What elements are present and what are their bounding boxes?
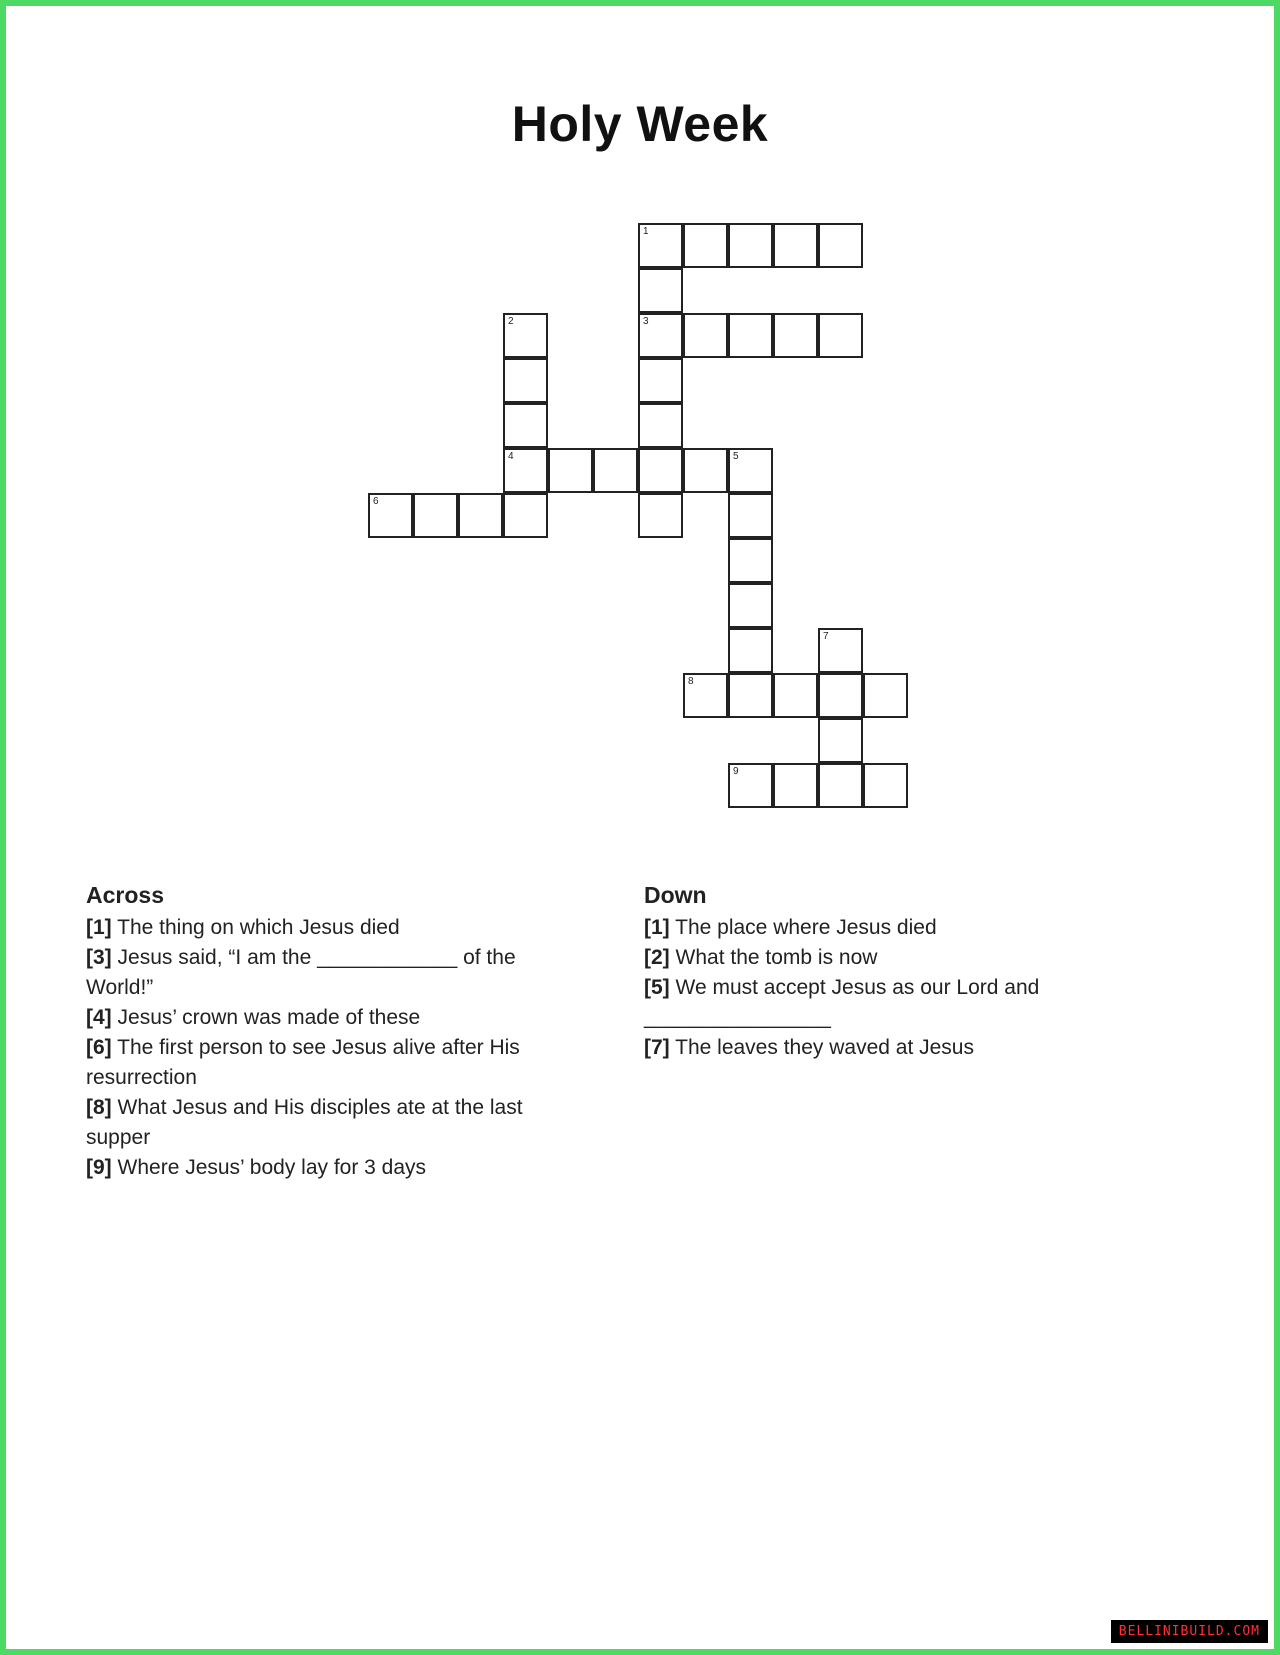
crossword-cell[interactable]	[593, 448, 638, 493]
crossword-cell[interactable]	[728, 223, 773, 268]
crossword-cell[interactable]	[818, 718, 863, 763]
crossword-cell[interactable]	[728, 763, 773, 808]
crossword-cell[interactable]	[773, 763, 818, 808]
crossword-cell[interactable]	[773, 223, 818, 268]
clue-item: [9] Where Jesus’ body lay for 3 days	[86, 1156, 427, 1179]
clue-number: 8	[688, 676, 694, 687]
clue-number: 4	[508, 451, 514, 462]
clue-item: [2] What the tomb is now	[644, 946, 878, 969]
crossword-cell[interactable]	[638, 358, 683, 403]
clue-number: 1	[643, 226, 649, 237]
clue-item: [3] Jesus said, “I am the ____________ of the World!”	[86, 946, 516, 999]
clue-item: [7] The leaves they waved at Jesus	[644, 1036, 974, 1059]
crossword-cell[interactable]	[728, 313, 773, 358]
crossword-cell[interactable]	[863, 673, 908, 718]
down-clues	[644, 880, 1104, 1063]
clue-item: [1] The place where Jesus died	[644, 916, 937, 939]
crossword-cell[interactable]	[728, 583, 773, 628]
crossword-cell[interactable]	[728, 448, 773, 493]
crossword-cell[interactable]	[818, 763, 863, 808]
crossword-cell[interactable]	[638, 403, 683, 448]
crossword-cell[interactable]	[773, 313, 818, 358]
clue-item: [5] We must accept Jesus as our Lord and ________________	[644, 976, 1040, 1029]
across-heading: Across	[86, 882, 164, 908]
crossword-cell[interactable]	[818, 313, 863, 358]
clue-number: 3	[643, 316, 649, 327]
crossword-cell[interactable]	[863, 763, 908, 808]
crossword-cell[interactable]	[503, 448, 548, 493]
clue-number: 7	[823, 631, 829, 642]
crossword-cell[interactable]	[683, 448, 728, 493]
crossword-cell[interactable]	[818, 673, 863, 718]
crossword-cell[interactable]	[503, 313, 548, 358]
clue-number: 9	[733, 766, 739, 777]
crossword-cell[interactable]	[638, 448, 683, 493]
crossword-cell[interactable]	[773, 673, 818, 718]
clue-number: 6	[373, 496, 379, 507]
clue-item: [1] The thing on which Jesus died	[86, 916, 400, 939]
crossword-cell[interactable]	[638, 268, 683, 313]
crossword-cell[interactable]	[638, 223, 683, 268]
crossword-cell[interactable]	[503, 403, 548, 448]
crossword-cell[interactable]	[683, 223, 728, 268]
clue-item: [8] What Jesus and His disciples ate at the last supper	[86, 1096, 523, 1149]
crossword-cell[interactable]	[638, 313, 683, 358]
crossword-cell[interactable]	[503, 358, 548, 403]
clue-item: [6] The first person to see Jesus alive after His resurrection	[86, 1036, 520, 1089]
crossword-cell[interactable]	[728, 628, 773, 673]
crossword-cell[interactable]	[818, 223, 863, 268]
clue-item: [4] Jesus’ crown was made of these	[86, 1006, 421, 1029]
crossword-cell[interactable]	[728, 673, 773, 718]
crossword-cell[interactable]	[413, 493, 458, 538]
crossword-cell[interactable]	[638, 493, 683, 538]
across-clues	[86, 880, 586, 1183]
crossword-cell[interactable]	[683, 673, 728, 718]
crossword-cell[interactable]	[728, 493, 773, 538]
watermark-badge: BELLINIBUILD.COM	[1111, 1620, 1268, 1643]
crossword-cell[interactable]	[368, 493, 413, 538]
crossword-cell[interactable]	[818, 628, 863, 673]
crossword-cell[interactable]	[683, 313, 728, 358]
down-heading: Down	[644, 882, 707, 908]
clue-number: 2	[508, 316, 514, 327]
crossword-cell[interactable]	[728, 538, 773, 583]
crossword-cell[interactable]	[458, 493, 503, 538]
clue-number: 5	[733, 451, 739, 462]
crossword-cell[interactable]	[548, 448, 593, 493]
crossword-cell[interactable]	[503, 493, 548, 538]
page-title: Holy Week	[511, 96, 769, 152]
